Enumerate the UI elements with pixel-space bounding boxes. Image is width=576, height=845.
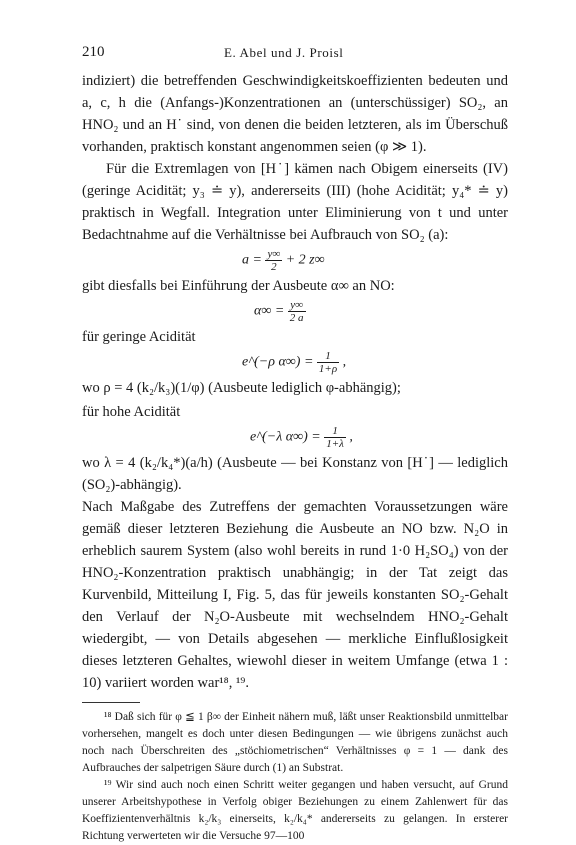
- footnote-separator: [82, 702, 140, 703]
- equation-lambda-tail: ,: [349, 429, 353, 445]
- equation-a-lhs: a =: [242, 252, 262, 268]
- equation-yield-fraction: [288, 299, 306, 324]
- equation-rho-tail: ,: [342, 354, 347, 370]
- equation-rho-lhs: e^(−ρ α∞) =: [242, 354, 314, 370]
- paragraph-2-text: Für die Extremlagen von [H˙] kämen nach Obigem einerseits (IV) (geringe Acidität; y₃ ≐ y), andererseits (III) (hohe Acidität; y₄* ≐ y) praktisch in Wegfall. Integration unter Eliminierung von t und unter Bedachtnahme auf die Verhältnisse bei Aufbrauch von SO₂ (a):: [82, 161, 508, 243]
- page-number: 210: [82, 44, 105, 60]
- equation-yield-numerator: y∞: [288, 299, 306, 312]
- equation-a-rhs: + 2 z∞: [285, 252, 325, 268]
- equation-lambda-lhs: e^(−λ α∞) =: [250, 429, 321, 445]
- equation-rho: [242, 350, 508, 375]
- equation-lambda-fraction: [324, 425, 346, 450]
- equation-lambda-numerator: 1: [324, 425, 346, 438]
- equation-rho-fraction: [317, 350, 339, 375]
- equation-a: [242, 248, 508, 273]
- footnote-19-text: ¹⁹ Wir sind auch noch einen Schritt weiter gegangen und haben versucht, auf Grund unserer Arbeitshypothese in Verfolg obiger Beziehungen zu einem Zahlenwert für das Koeffizientenverhältnis k₂/k₃ einerseits, k₂/k₄* andererseits zu gelangen. In ersterer Richtung verwerteten wir die Versuche 97—100: [82, 779, 508, 842]
- equation-lambda: [250, 425, 508, 450]
- equation-rho-numerator: 1: [317, 350, 339, 363]
- running-header: [82, 44, 502, 64]
- equation-yield-denominator: 2 a: [289, 312, 304, 324]
- definition-rho: wo ρ = 4 (k₂/k₃)(1/φ) (Ausbeute lediglich φ-abhängig);: [82, 380, 401, 396]
- label-low-acidity: für geringe Acidität: [82, 329, 196, 345]
- paragraph-4: Nach Maßgabe des Zutreffens der gemachten Voraussetzungen wäre gemäß dieser letzteren Beziehung die Ausbeute an NO bzw. N₂O in erheblich saurem System (also wohl bereits in rund 1·0 H₂SO₄) von der HNO₂-Konzentration praktisch unabhängig; in der Tat zeigt das Kurvenbild, Mitteilung I, Fig. 5, das für jeweils konstanten SO₂-Gehalt den Verlauf der N₂O-Ausbeute mit wechselndem HNO₂-Gehalt wiedergibt, — von Details abgesehen — merkliche Einflußlosigkeit dieses letzteren Gehaltes, wiewohl dieser in weitem Umfange (etwa 1 : 10) variiert worden war¹⁸, ¹⁹.: [82, 499, 508, 691]
- equation-yield-lhs: α∞ =: [254, 303, 285, 319]
- equation-a-denominator: 2: [271, 261, 277, 273]
- definition-lambda: wo λ = 4 (k₂/k₄*)(a/h) (Ausbeute — bei Konstanz von [H˙] — lediglich (SO₂)-abhängig).: [82, 455, 508, 493]
- equation-a-fraction: [265, 248, 282, 273]
- paragraph-2: [82, 158, 508, 246]
- equation-lambda-denominator: 1+λ: [326, 438, 344, 450]
- paragraph-1: indiziert) die betreffenden Geschwindigkeitskoeffizienten bedeuten und a, c, h die (Anfangs-)Konzentrationen an (unterschüssiger) SO₂, an HNO₂ und an H˙ sind, von denen die beiden letzteren, als im Überschuß vorhanden, praktisch konstant angenommen seien (φ ≫ 1).: [82, 73, 508, 155]
- footnote-18: [82, 709, 508, 777]
- equation-a-numerator: y∞: [267, 248, 281, 260]
- running-header-authors: E. Abel und J. Proisl: [224, 45, 344, 60]
- label-high-acidity: für hohe Acidität: [82, 404, 181, 420]
- paragraph-3: gibt diesfalls bei Einführung der Ausbeute α∞ an NO:: [82, 278, 395, 294]
- equation-yield: [254, 299, 508, 324]
- footnote-18-text: ¹⁸ Daß sich für φ ≦ 1 β∞ der Einheit nähern muß, läßt unser Reaktionsbild unmittelbar vorhersehen, mangelt es doch unter diesen Bedingungen — wie übrigens zunächst auch noch nach Überschreiten des „stöchiometrischen“ Verhältnisses φ = 1 — dank des Aufbrauches der salpetrigen Säure durch (1) an Substrat.: [82, 711, 508, 774]
- equation-rho-denominator: 1+ρ: [318, 363, 338, 375]
- body-text: [82, 70, 508, 845]
